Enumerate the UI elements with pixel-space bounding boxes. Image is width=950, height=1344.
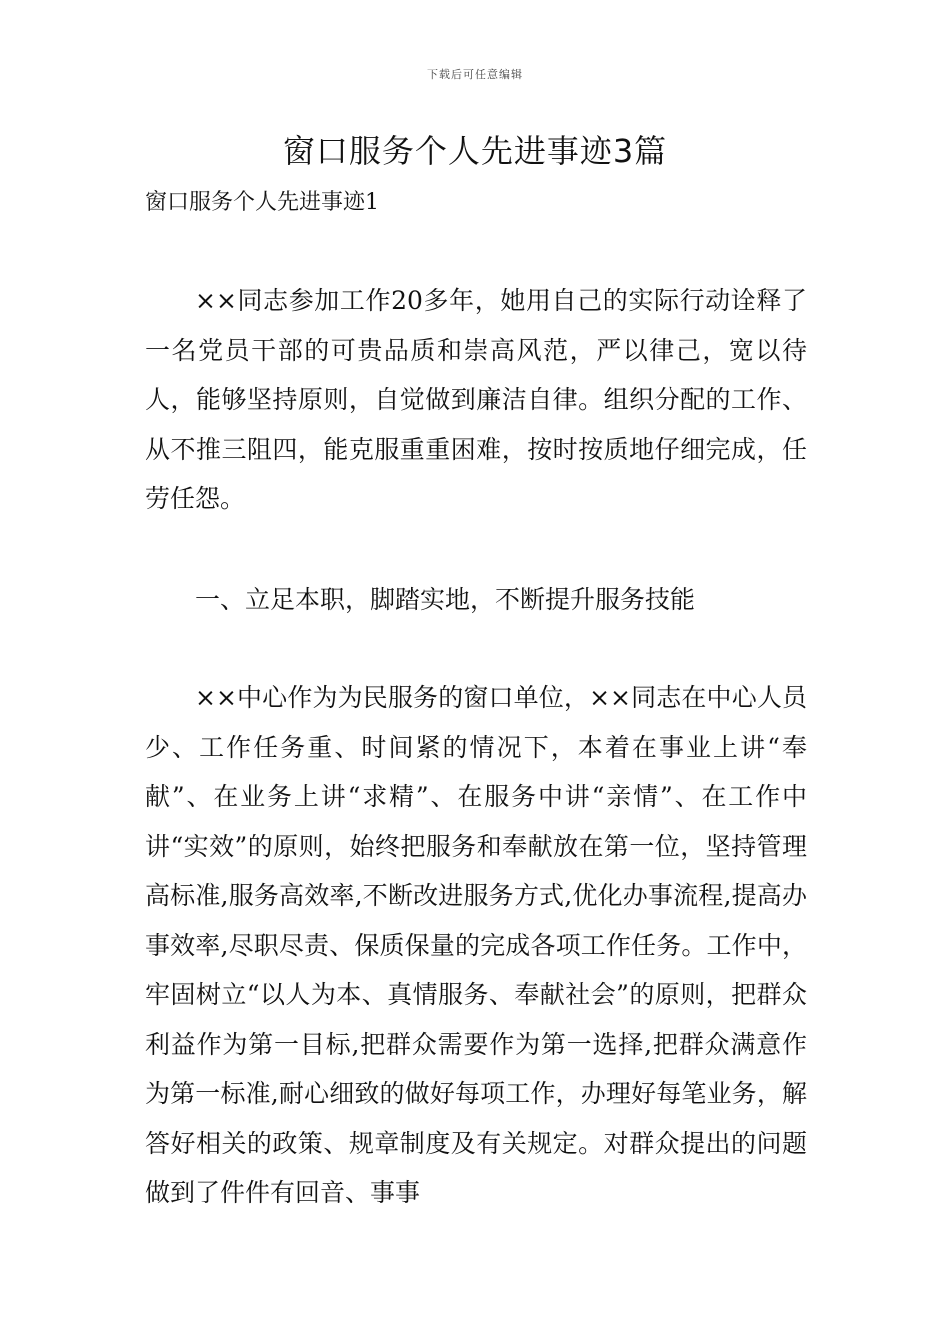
header-note: 下载后可任意编辑 [427,68,523,81]
document-title: 窗口服务个人先进事迹3篇 [282,132,668,170]
section-subtitle: 窗口服务个人先进事迹1 [145,190,379,215]
paragraph-2: ××中心作为为民服务的窗口单位，××同志在中心人员少、工作任务重、时间紧的情况下，本着在事业上讲“奉献”、在业务上讲“求精”、在服务中讲“亲情”、在工作中讲“实效”的原则，始终把服务和奉献放在第一位，坚持管理高标准,服务高效率,不断改进服务方式,优化办事流程,提高办事效率,尽职尽责、保质保量的完成各项工作任务。工作中，牢固树立“以人为本、真情服务、奉献社会”的原则，把群众利益作为第一目标,把群众需要作为第一选择,把群众满意作为第一标准,耐心细致的做好每项工作，办理好每笔业务，解答好相关的政策、规章制度及有关规定。对群众提出的问题做到了件件有回音、事事 [145,683,807,1207]
paragraph-1: ××同志参加工作20多年，她用自己的实际行动诠释了一名党员干部的可贵品质和崇高风范，严以律己，宽以待人，能够坚持原则，自觉做到廉洁自律。组织分配的工作、从不推三阻四，能克服重重困难，按时按质地仔细完成，任劳任怨。 [145,286,807,513]
section-heading: 一、立足本职，脚踏实地，不断提升服务技能 [195,585,696,614]
